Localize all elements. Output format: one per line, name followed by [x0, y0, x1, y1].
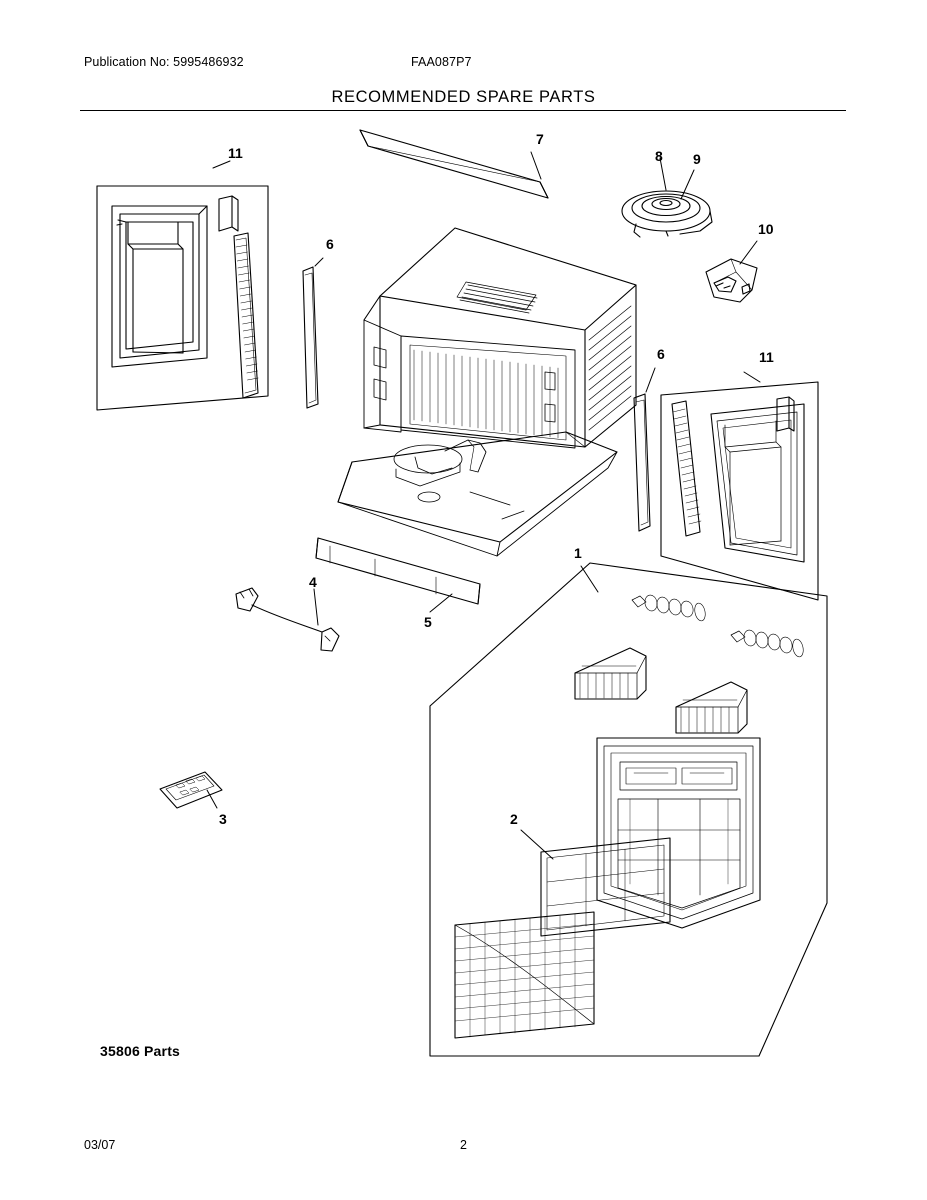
callout-3: 3: [219, 811, 227, 827]
callout-11-right: 11: [759, 349, 774, 365]
publication-number: Publication No: 5995486932: [84, 55, 244, 69]
part-air-filter-small: [541, 838, 670, 936]
part-mounting-bracket: [706, 241, 757, 302]
model-number: FAA087P7: [411, 55, 472, 69]
part-louver-lower: [676, 682, 747, 733]
part-top-rail: [360, 130, 548, 198]
part-foam-seal-right: [634, 368, 655, 531]
part-power-cord: [236, 588, 339, 651]
part-window-panel-left: [97, 161, 268, 410]
callout-4: 4: [309, 574, 317, 590]
part-screws-left: [632, 594, 707, 622]
callout-6-right: 6: [657, 346, 665, 362]
part-front-grille: [597, 738, 760, 928]
callout-2: 2: [510, 811, 518, 827]
part-screws-right: [731, 629, 805, 658]
footer-page-number: 2: [460, 1138, 467, 1152]
page-title: RECOMMENDED SPARE PARTS: [331, 88, 596, 106]
part-remote-control: [160, 772, 222, 808]
part-bottom-rail: [316, 538, 480, 612]
callout-1: 1: [574, 545, 582, 561]
part-cabinet-chassis: [338, 228, 636, 556]
callout-7: 7: [536, 131, 544, 147]
footer-date: 03/07: [84, 1138, 116, 1152]
callout-10: 10: [758, 221, 774, 237]
callout-11-left: 11: [228, 145, 243, 161]
part-window-panel-right: [661, 372, 818, 600]
callout-8: 8: [655, 148, 663, 164]
part-louver-upper: [575, 648, 646, 699]
parts-list-label: 35806 Parts: [100, 1043, 181, 1059]
callout-5: 5: [424, 614, 432, 630]
part-front-panel-assembly: [430, 563, 827, 1056]
part-drain-hose-coil: [622, 158, 712, 237]
callout-6-left: 6: [326, 236, 334, 252]
part-foam-seal-left: [303, 258, 323, 408]
callout-9: 9: [693, 151, 701, 167]
part-air-filter-mesh: [455, 912, 594, 1038]
